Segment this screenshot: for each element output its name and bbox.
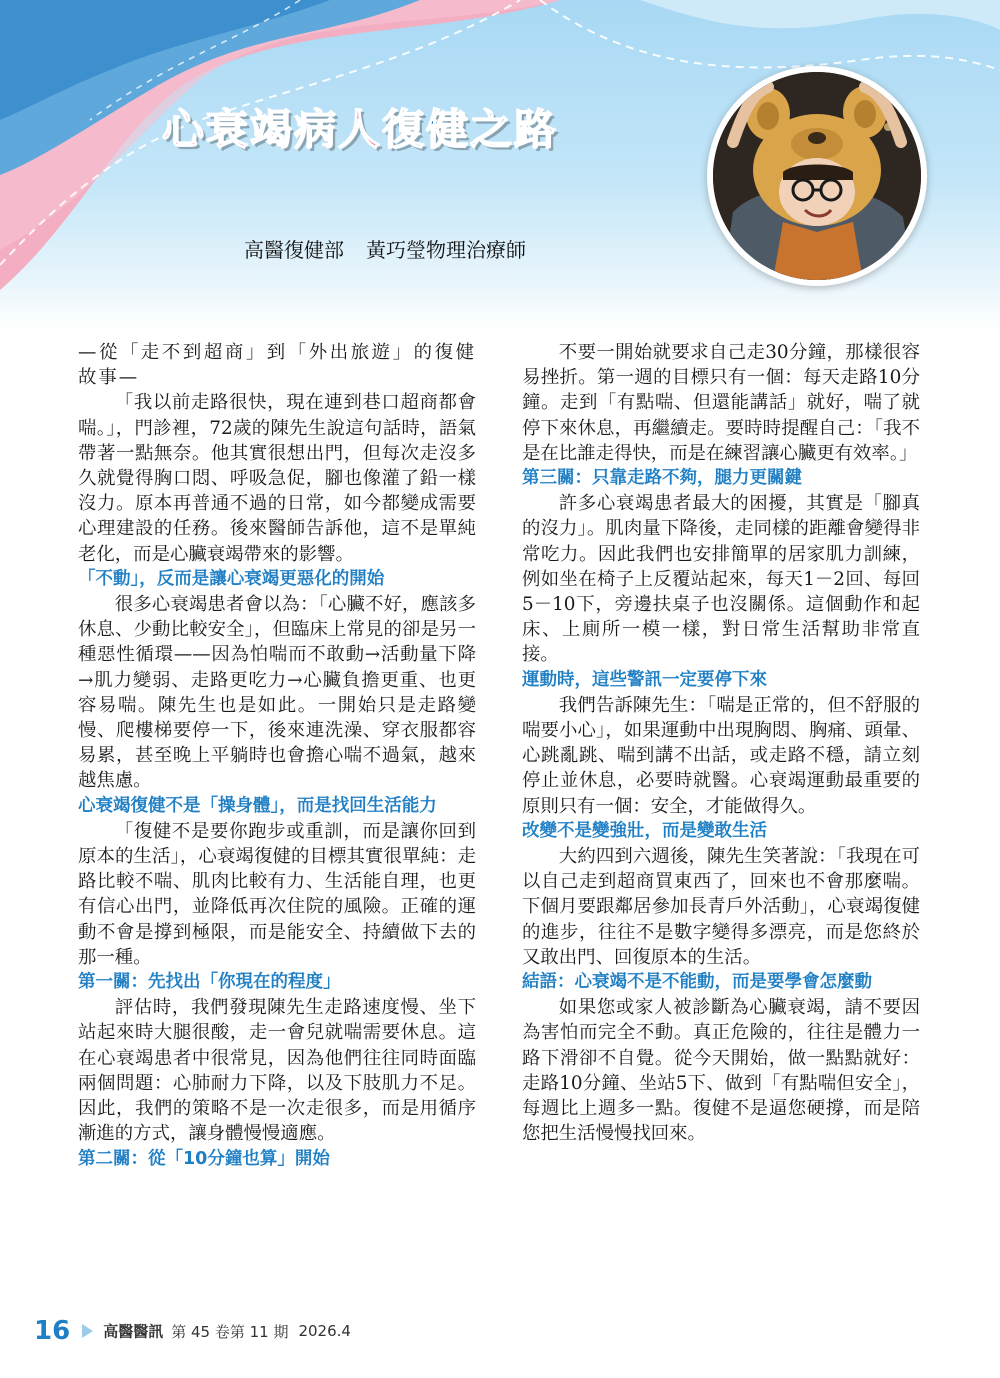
paragraph: 評估時，我們發現陳先生走路速度慢、坐下站起來時大腿很酸，走一會兒就喘需要休息。這在心衰竭患者中很常見，因為他們往往同時面臨兩個問題：心肺耐力下降，以及下肢肌力不足。因此，我們的策略不是一次走很多，而是用循序漸進的方式，讓身體慢慢適應。 <box>78 997 476 1145</box>
section-heading: 第二關：從「10分鐘也算」開始 <box>78 1148 330 1169</box>
paragraph: 如果您或家人被診斷為心臟衰竭，請不要因為害怕而完全不動。真正危險的，往往是體力一路下滑卻不自覺。從今天開始，做一點點就好：走路10分鐘、坐站5下、做到「有點喘但安全」，每週比上週多一點。復健不是逼您硬撐，而是陪您把生活慢慢找回來。 <box>522 997 920 1145</box>
title-part-blue: 復健之路 <box>382 105 559 154</box>
section-heading: 運動時，這些警訊一定要停下來 <box>522 669 767 690</box>
paragraph: 「復健不是要你跑步或重訓，而是讓你回到原本的生活」，心衰竭復健的目標其實很單純：走路比較不喘、肌肉比較有力、生活能自理，也更有信心出門，並降低再次住院的風險。正確的運動不會是撐到極限，而是能安全、持續做下去的那一種。 <box>78 820 476 968</box>
left-column <box>78 340 476 1172</box>
paragraph: 許多心衰竭患者最大的困擾，其實是「腳真的沒力」。肌肉量下降後，走同樣的距離會變得非常吃力。因此我們也安排簡單的居家肌力訓練，例如坐在椅子上反覆站起來，每天1－2回、每回5－10下，旁邊扶桌子也沒關係。這個動作和起床、上廁所一模一樣，對日常生活幫助非常直接。 <box>522 493 920 666</box>
title-part-pink: 心衰竭病人 <box>162 105 383 154</box>
author-name: 黃巧瑩物理治療師 <box>366 238 526 262</box>
author-portrait-icon <box>707 66 927 286</box>
paragraph: 很多心衰竭患者會以為：「心臟不好，應該多休息、少動比較安全」，但臨床上常見的卻是另一種惡性循環——因為怕喘而不敢動→活動量下降→肌力變弱、走路更吃力→心臟負擔更重、也更容易喘。陳先生也是如此。一開始只是走路變慢、爬樓梯要停一下，後來連洗澡、穿衣服都容易累，甚至晚上平躺時也會擔心喘不過氣，越來越焦慮。 <box>78 594 476 792</box>
section-heading: 心衰竭復健不是「操身體」，而是找回生活能力 <box>78 795 437 816</box>
article-subtitle: —從「走不到超商」到「外出旅遊」的復健故事— <box>78 342 476 389</box>
triangle-right-icon <box>82 1324 93 1338</box>
author-department: 高醫復健部 <box>244 238 344 262</box>
section-heading: 「不動」，反而是讓心衰竭更惡化的開始 <box>78 568 385 589</box>
right-column <box>522 340 920 1147</box>
paragraph: 我們告訴陳先生：「喘是正常的，但不舒服的喘要小心」，如果運動中出現胸悶、胸痛、頭暈、心跳亂跳、喘到講不出話，或走路不穩，請立刻停止並休息，必要時就醫。心衰竭運動最重要的原則只有一個：安全，才能做得久。 <box>522 694 920 817</box>
section-heading: 第一關：先找出「你現在的程度」 <box>78 972 341 993</box>
paragraph: 不要一開始就要求自己走30分鐘，那樣很容易挫折。第一週的目標只有一個：每天走路10分鐘。走到「有點喘、但還能講話」就好，喘了就停下來休息，再繼續走。要時時提醒自己：「我不是在比誰走得快，而是在練習讓心臟更有效率。」 <box>522 342 920 464</box>
header-banner <box>0 0 1000 330</box>
page-footer <box>34 1316 351 1350</box>
author-line <box>244 234 526 263</box>
page-number: 16 <box>34 1316 71 1346</box>
issue-number: 第 45 卷第 11 期 <box>171 1322 289 1341</box>
page-title <box>162 102 558 158</box>
section-heading: 結語：心衰竭不是不能動，而是要學會怎麼動 <box>522 972 872 993</box>
paragraph: 大約四到六週後，陳先生笑著說：「我現在可以自己走到超商買東西了，回來也不會那麼喘。下個月要跟鄰居參加長青戶外活動」，心衰竭復健的進步，往往不是數字變得多漂亮，而是您終於又敢出門、回復原本的生活。 <box>522 846 920 968</box>
paragraph: 「我以前走路很快，現在連到巷口超商都會喘。」，門診裡，72歲的陳先生說這句話時，語氣帶著一點無奈。他其實很想出門，但每次走沒多久就覺得胸口悶、呼吸急促，腳也像灌了鉛一樣沒力。原本再普通不過的日常，如今都變成需要心理建設的任務。後來醫師告訴他，這不是單純老化，而是心臟衰竭帶來的影響。 <box>78 392 476 565</box>
section-heading: 改變不是變強壯，而是變敢生活 <box>522 820 767 841</box>
publication-name: 高醫醫訊 <box>103 1322 164 1341</box>
issue-date: 2026.4 <box>298 1322 351 1340</box>
section-heading: 第三關：只靠走路不夠，腿力更關鍵 <box>522 468 802 489</box>
